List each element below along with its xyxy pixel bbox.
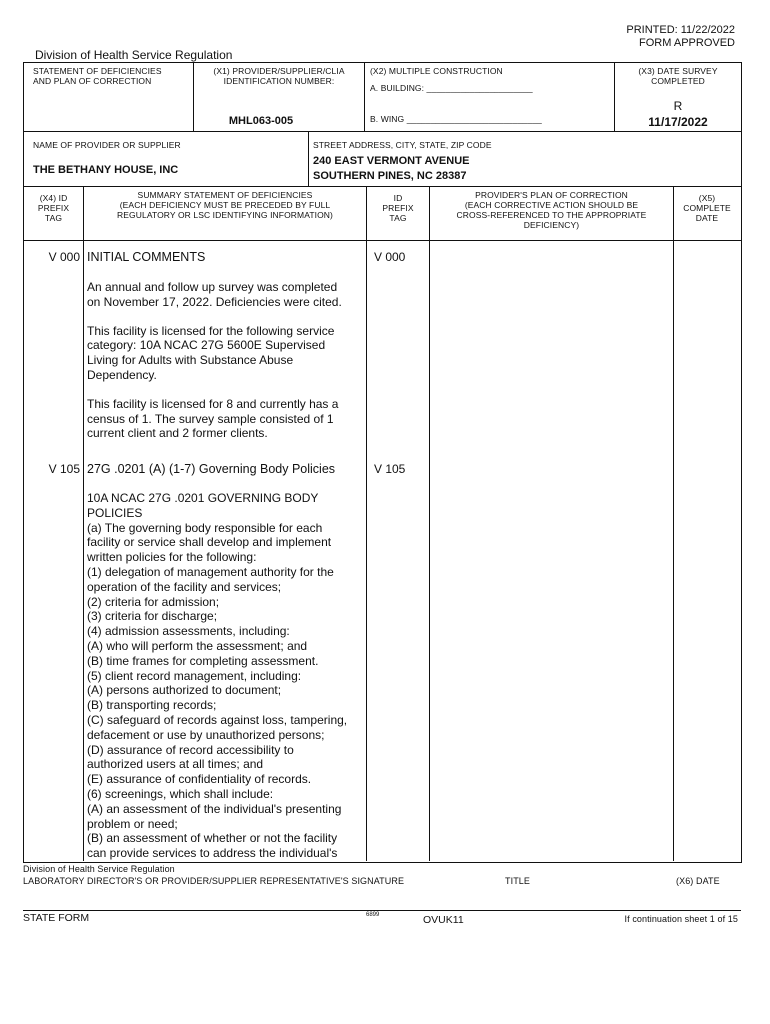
printed-date: PRINTED: 11/22/2022 (626, 24, 735, 36)
provider-name-label: NAME OF PROVIDER OR SUPPLIER (33, 140, 181, 150)
building-field: A. BUILDING: ______________________ (370, 83, 533, 93)
entry-id-tag: V 000 (374, 250, 406, 264)
form-code: OVUK11 (423, 914, 464, 926)
footer-division: Division of Health Service Regulation (23, 864, 175, 874)
state-form: STATE FORM (23, 912, 90, 924)
entry-paragraph: 10A NCAC 27G .0201 GOVERNING BODY POLICIES (a) The governing body responsible for each facility or service shall develop and implement written policies for the following: (1) delegation of management authority for the operation of the facility and services; (2) criteria for admission; (3) criteria for discharge; (4) admission assessments, including: (A) who will perform the assessment; and (B) time frames for completing assessment. (5) client record management, including: (A) persons authorized to document; (B) transporting records; (C) safeguard of records against loss, tampering, defacement or use by unauthorized persons; (D) assurance of record accessibility to authorized users at all times; and (E) assurance of confidentiality of records. (6) screenings, which shall include: (A) an assessment of the individual's presenting problem or need; (B) an assessment of whether or not the facility can provide services to address the individual's (87, 491, 348, 861)
title-label: TITLE (505, 876, 531, 886)
survey-code: R (673, 99, 683, 113)
entry-title: 27G .0201 (A) (1-7) Governing Body Policies (87, 462, 336, 476)
division-title: Division of Health Service Regulation (35, 48, 233, 62)
x3-label: (X3) DATE SURVEY COMPLETED (638, 66, 718, 86)
form-number: 6899 (366, 912, 380, 918)
address-label: STREET ADDRESS, CITY, STATE, ZIP CODE (313, 140, 492, 150)
entry-paragraph: This facility is licensed for 8 and currently has a census of 1. The survey sample consisted of 1 current client and 2 former clients. (87, 396, 339, 441)
entry-paragraph: An annual and follow up survey was completed on November 17, 2022. Deficiencies were cited. (87, 280, 342, 309)
x2-label: (X2) MULTIPLE CONSTRUCTION (370, 66, 503, 76)
date-label: (X6) DATE (676, 876, 720, 886)
id-prefix-header: ID PREFIX TAG (382, 193, 414, 223)
signature-label: LABORATORY DIRECTOR'S OR PROVIDER/SUPPLIER REPRESENTATIVE'S SIGNATURE (23, 876, 405, 886)
provider-id: MHL063-005 (228, 115, 294, 127)
entry-id-tag: V 105 (374, 462, 406, 476)
continuation-sheet: If continuation sheet 1 of 15 (624, 914, 738, 924)
x4-header: (X4) ID PREFIX TAG (37, 193, 70, 223)
entry-tag: V 000 (48, 250, 80, 264)
entry-paragraph: This facility is licensed for the following service category: 10A NCAC 27G 5600E Supervised Living for Adults with Substance Abuse Dependency. (87, 323, 335, 382)
form-approved: FORM APPROVED (639, 37, 735, 49)
summary-header: SUMMARY STATEMENT OF DEFICIENCIES (EACH DEFICIENCY MUST BE PRECEDED BY FULL REGULATORY OR LSC IDENTIFYING INFORMATION) (117, 190, 333, 220)
x1-label: (X1) PROVIDER/SUPPLIER/CLIA IDENTIFICATION NUMBER: (213, 66, 345, 86)
x5-header: (X5) COMPLETE DATE (683, 193, 731, 223)
entry-title: INITIAL COMMENTS (87, 250, 206, 264)
statement-label: STATEMENT OF DEFICIENCIES AND PLAN OF CORRECTION (33, 66, 162, 86)
survey-date: 11/17/2022 (648, 115, 708, 129)
entry-body (87, 250, 363, 455)
entry-tag: V 105 (48, 462, 80, 476)
address-line1: 240 EAST VERMONT AVENUE (313, 155, 470, 167)
entry-body (87, 462, 365, 875)
address-line2: SOUTHERN PINES, NC 28387 (313, 170, 467, 182)
wing-field: B. WING ____________________________ (370, 114, 542, 124)
provider-name: THE BETHANY HOUSE, INC (33, 164, 179, 176)
plan-header: PROVIDER'S PLAN OF CORRECTION (EACH CORRECTIVE ACTION SHOULD BE CROSS-REFERENCED TO THE APPROPRIATE DEFICIENCY) (456, 190, 647, 230)
